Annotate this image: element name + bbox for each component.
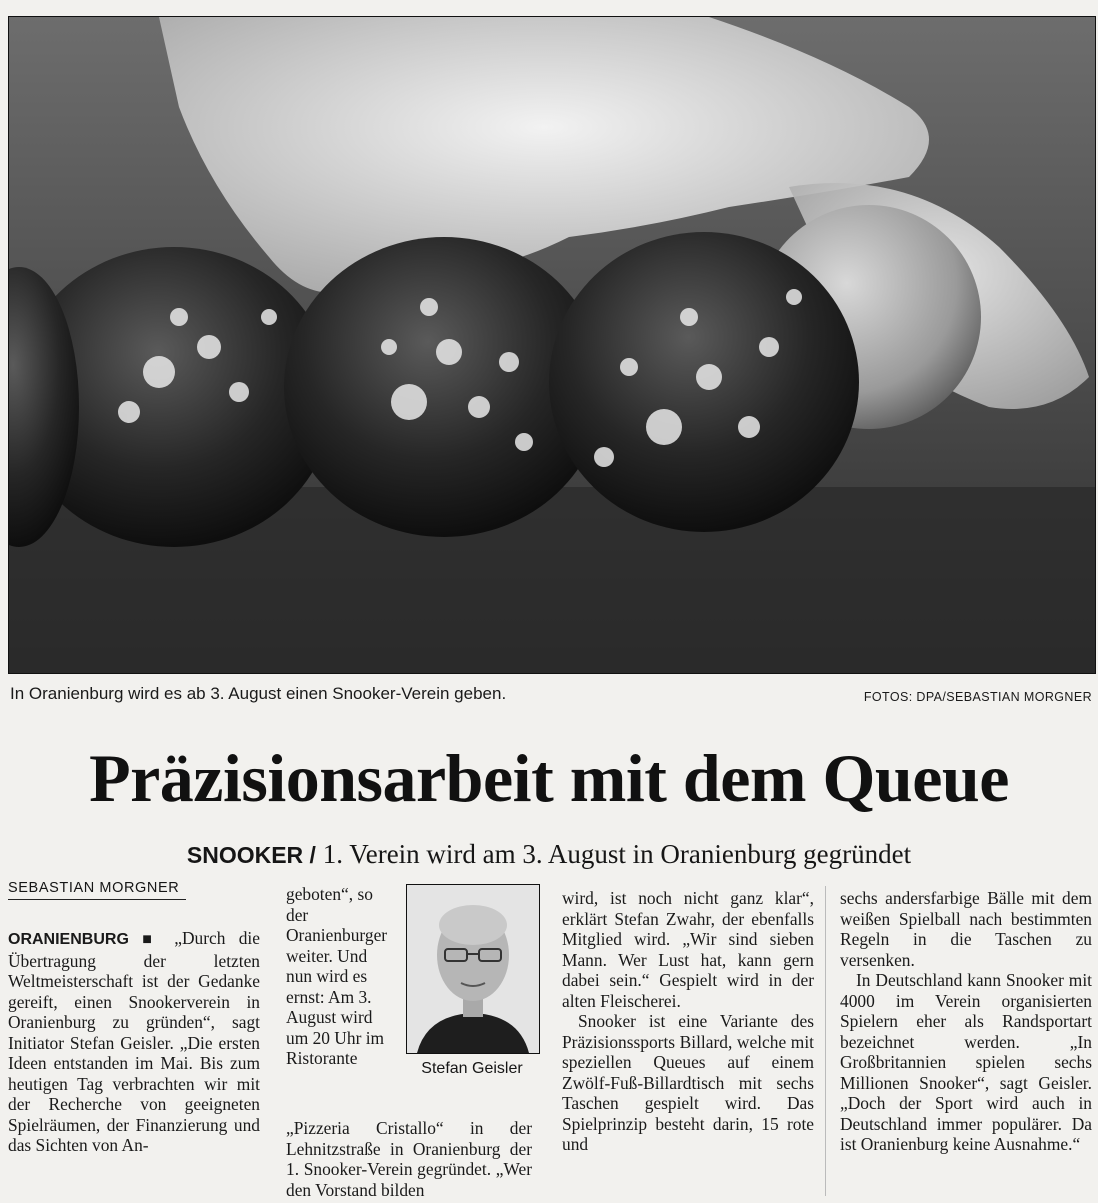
photo-caption: In Oranienburg wird es ab 3. August einen Snooker-Verein geben. [10, 684, 507, 703]
headline: Präzisionsarbeit mit dem Queue [89, 740, 1009, 816]
snooker-photo [8, 16, 1096, 674]
article-text-col3-p2: Snooker ist eine Variante des Präzisionssports Billard, welche mit speziellen Queues auf einem Zwölf-Fuß-Billardtisch mit sechs Taschen gespielt wird. Das Spielprinzip besteht darin, 15 rote und [562, 1011, 814, 1154]
article-text-col4-p1: sechs andersfarbige Bälle mit dem weißen Spielball nach bestimmten Regeln in die Taschen zu versenken. [840, 888, 1092, 970]
article-text-col3-p1: wird, ist noch nicht ganz klar“, erklärt Stefan Zwahr, der ebenfalls Mitglied wird. „Wir sind sieben Mann. Wer Lust hat, kann gern dabei sein.“ Gespielt wird in der alten Fleischerei. [562, 888, 814, 1011]
article-text-col4-p2: In Deutschland kann Snooker mit 4000 im Verein organisierten Spielern eher als Randsportart bezeichnet werden. „In Großbritannien spielen sechs Millionen Snooker“, sagt Geisler. „Doch der Sport wird auch in Deutschland immer populärer. Da ist Oranienburg keine Ausnahme.“ [840, 970, 1092, 1154]
article-column-1 [8, 928, 260, 1156]
portrait-caption: Stefan Geisler [421, 1060, 523, 1077]
article-text-col2-narrow: geboten“, so der Oranienburger weiter. Und nun wird es ernst: Am 3. August wird um 20 Uhr im Ristorante [286, 884, 388, 1068]
article-column-3 [562, 888, 814, 1155]
portrait-photo [406, 884, 540, 1054]
article-text-col1: „Durch die Übertragung der letzten Weltmeisterschaft ist der Gedanke gereift, einen Snookerverein in Oranienburg zu gründen“, sagt Initiator Stefan Geisler. „Die ersten Ideen entstanden im Mai. Bis zum heutigen Tag verbrachten wir mit der Recherche von geeigneten Spielräumen, der Finanzierung und das Sichten von An- [8, 928, 260, 1155]
column-divider [825, 886, 826, 1196]
article-column-4 [840, 888, 1092, 1155]
article-column-2-narrow [286, 884, 386, 1069]
article-text-col2-wide: „Pizzeria Cristallo“ in der Lehnitzstraße in Oranienburg der 1. Snooker-Verein gegründet. „Wer den Vorstand bilden [286, 1118, 532, 1200]
subheadline-kicker: SNOOKER / [186, 842, 316, 868]
author-byline: SEBASTIAN MORGNER [8, 880, 186, 900]
dateline: ORANIENBURG ■ [8, 931, 161, 948]
subheadline [0, 838, 1098, 870]
photo-credit: FOTOS: DPA/SEBASTIAN MORGNER [863, 690, 1092, 704]
subheadline-text: 1. Verein wird am 3. August in Oranienburg gegründet [322, 839, 912, 869]
article-column-2-wide [286, 1118, 532, 1200]
